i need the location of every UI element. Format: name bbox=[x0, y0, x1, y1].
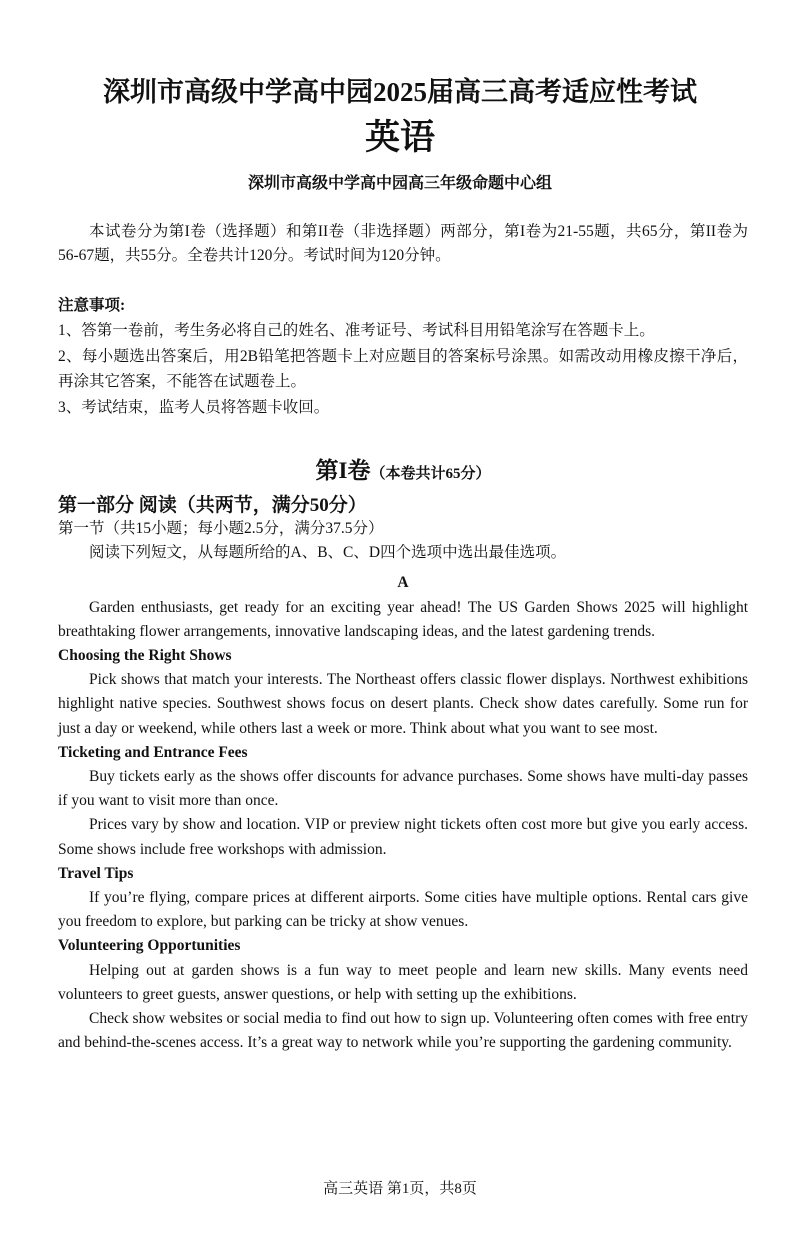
notes bbox=[58, 294, 748, 420]
organizer: 深圳市高级中学高中园高三年级命题中心组 bbox=[247, 175, 552, 192]
part-heading: 第一部分 阅读（共两节，满分50分） bbox=[58, 495, 367, 516]
paragraph: Pick shows that match your interests. The Northeast offers classic flower displays. Northwest exhibitions highlight native species. Southwest shows focus on desert plants. Check show dates carefully. Some run for just a day or weekend, while others last a week or more. Think about what you want to see most. bbox=[58, 671, 748, 737]
note-item: 2、每小题选出答案后，用2B铅笔把答题卡上对应题目的答案标号涂黑。如需改动用橡皮擦干净后，再涂其它答案，不能答在试题卷上。 bbox=[58, 347, 748, 391]
note-item: 3、考试结束，监考人员将答题卡收回。 bbox=[58, 398, 330, 416]
exam-title: 深圳市高级中学高中园2025届高三高考适应性考试 bbox=[103, 77, 697, 107]
subheading: Choosing the Right Shows bbox=[58, 647, 232, 665]
paragraph: Prices vary by show and location. VIP or preview night tickets often cost more but give you early access. Some shows include free workshops with admission. bbox=[58, 816, 748, 858]
passage-intro: Garden enthusiasts, get ready for an exciting year ahead! The US Garden Shows 2025 will highlight breathtaking flower arrangements, innovative landscaping ideas, and the latest gardening trends. bbox=[58, 598, 748, 640]
subject-title: 英语 bbox=[364, 118, 435, 157]
subheading: Volunteering Opportunities bbox=[58, 937, 241, 955]
subheading: Travel Tips bbox=[58, 864, 134, 882]
instruction: 阅读下列短文，从每题所给的A、B、C、D四个选项中选出最佳选项。 bbox=[89, 544, 567, 562]
paragraph: Check show websites or social media to find out how to sign up. Volunteering often comes with free entry and behind-the-scenes access. It’s a great way to network while you’re supporting the gardening community. bbox=[58, 1010, 748, 1052]
volume-note: （本卷共计65分） bbox=[370, 466, 491, 482]
paragraph: Buy tickets early as the shows offer discounts for advance purchases. Some shows have multi-day passes if you want to visit more than once. bbox=[58, 768, 748, 810]
subheading: Ticketing and Entrance Fees bbox=[58, 743, 248, 761]
page-footer: 高三英语 第1页，共8页 bbox=[323, 1181, 477, 1197]
section-heading: 第一节（共15小题；每小题2.5分，满分37.5分） bbox=[58, 520, 384, 537]
notes-heading: 注意事项: bbox=[58, 297, 126, 314]
note-item: 1、答第一卷前，考生务必将自己的姓名、准考证号、考试科目用铅笔涂写在答题卡上。 bbox=[58, 322, 655, 340]
reading-section bbox=[58, 517, 748, 1055]
paragraph: If you’re flying, compare prices at different airports. Some cities have multiple options. Rental cars give you freedom to explore, but parking can be tricky at show venues. bbox=[58, 889, 748, 931]
paragraph: Helping out at garden shows is a fun way to meet people and learn new skills. Many events need volunteers to greet guests, answer questions, or help with setting up the exhibitions. bbox=[58, 961, 748, 1003]
volume-title: 第I卷 bbox=[315, 458, 371, 483]
passage-label: A bbox=[397, 574, 409, 592]
exam-intro: 本试卷分为第I卷（选择题）和第II卷（非选择题）两部分，第I卷为21-55题，共65分，第II卷为56-67题，共55分。全卷共计120分。考试时间为120分钟。 bbox=[58, 223, 748, 265]
volume-heading bbox=[58, 452, 748, 485]
